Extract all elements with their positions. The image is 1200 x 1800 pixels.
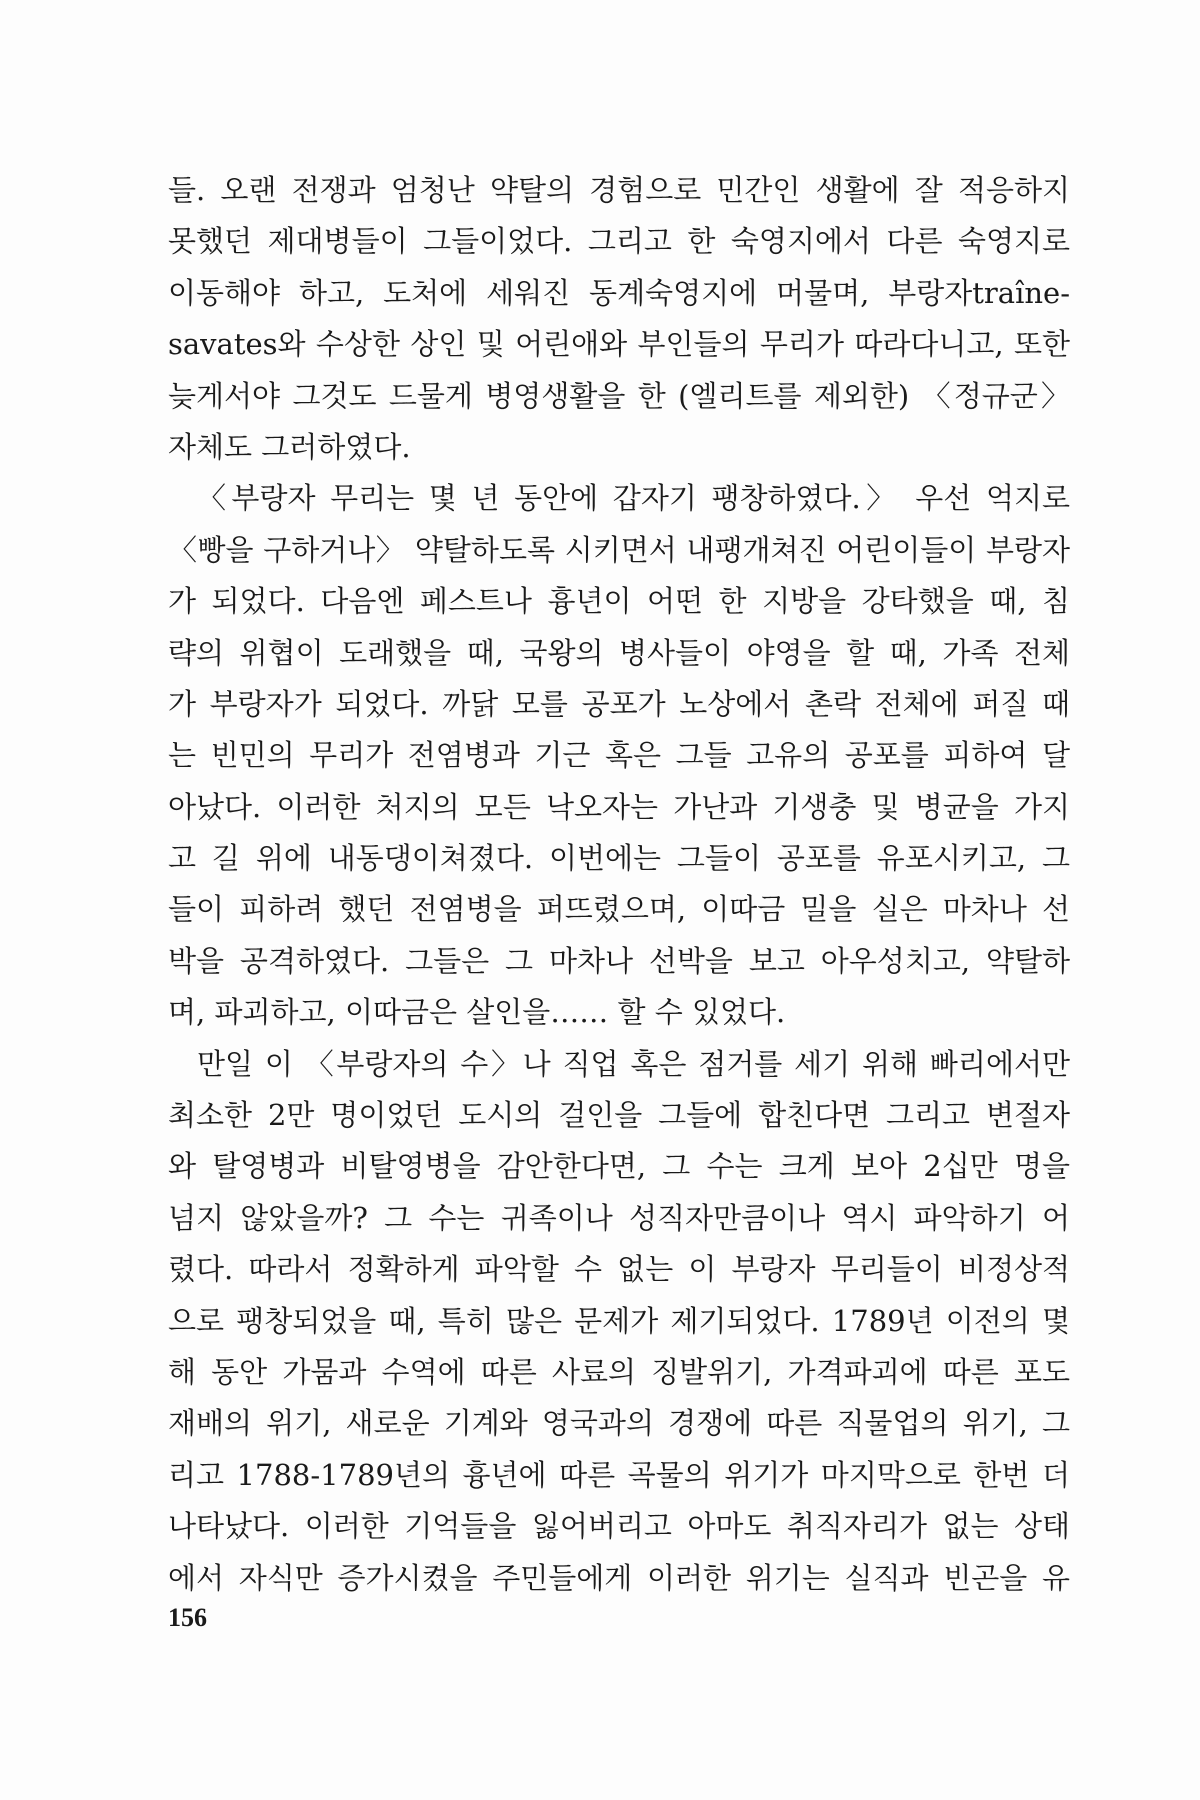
text-line: 늦게서야 그것도 드물게 병영생활을 한 (엘리트를 제외한) 〈정규군〉 xyxy=(168,378,1070,413)
text-line: 고 길 위에 내동댕이쳐졌다. 이번에는 그들이 공포를 유포시키고, 그 xyxy=(168,841,1070,876)
text-line: 재배의 위기, 새로운 기계와 영국과의 경쟁에 따른 직물업의 위기, 그 xyxy=(168,1406,1070,1441)
text-line: 며, 파괴하고, 이따금은 살인을…… 할 수 있었다. xyxy=(168,995,786,1030)
text-line: 들이 피하려 했던 전염병을 퍼뜨렸으며, 이따금 밀을 실은 마차나 선 xyxy=(168,892,1070,927)
text-line: savates와 수상한 상인 및 어린애와 부인들의 무리가 따라다니고, 또한 xyxy=(168,327,1070,362)
text-line: 자체도 그러하였다. xyxy=(168,429,411,464)
text-line: 는 빈민의 무리가 전염병과 기근 혹은 그들 고유의 공포를 피하여 달 xyxy=(168,738,1070,773)
text-line: 이동해야 하고, 도처에 세워진 동계숙영지에 머물며, 부랑자traîne- xyxy=(168,275,1070,310)
page-number: 156 xyxy=(168,1603,207,1632)
text-line: 와 탈영병과 비탈영병을 감안한다면, 그 수는 크게 보아 2십만 명을 xyxy=(168,1149,1070,1184)
text-line: 나타났다. 이러한 기억들을 잃어버리고 아마도 취직자리가 없는 상태 xyxy=(168,1509,1070,1544)
text-line: 최소한 2만 명이었던 도시의 걸인을 그들에 합친다면 그리고 변절자 xyxy=(168,1098,1070,1133)
text-line: 략의 위협이 도래했을 때, 국왕의 병사들이 야영을 할 때, 가족 전체 xyxy=(168,635,1070,670)
text-line: 박을 공격하였다. 그들은 그 마차나 선박을 보고 아우성치고, 약탈하 xyxy=(168,943,1070,978)
text-line: 만일 이 〈부랑자의 수〉나 직업 혹은 점거를 세기 위해 빠리에서만 xyxy=(197,1046,1070,1081)
text-line: 해 동안 가뭄과 수역에 따른 사료의 징발위기, 가격파괴에 따른 포도 xyxy=(168,1354,1070,1389)
text-line: 렸다. 따라서 정확하게 파악할 수 없는 이 부랑자 무리들이 비정상적 xyxy=(168,1252,1070,1287)
text-line: 으로 팽창되었을 때, 특히 많은 문제가 제기되었다. 1789년 이전의 몇 xyxy=(168,1303,1070,1338)
text-line: 들. 오랜 전쟁과 엄청난 약탈의 경험으로 민간인 생활에 잘 적응하지 xyxy=(168,173,1070,207)
text-line: 넘지 않았을까? 그 수는 귀족이나 성직자만큼이나 역시 파악하기 어 xyxy=(168,1200,1070,1235)
text-line: 못했던 제대병들이 그들이었다. 그리고 한 숙영지에서 다른 숙영지로 xyxy=(168,224,1070,259)
text-line: 리고 1788-1789년의 흉년에 따른 곡물의 위기가 마지막으로 한번 더 xyxy=(168,1457,1070,1492)
text-line: 가 되었다. 다음엔 페스트나 흉년이 어떤 한 지방을 강타했을 때, 침 xyxy=(168,584,1070,619)
text-line: 가 부랑자가 되었다. 까닭 모를 공포가 노상에서 촌락 전체에 퍼질 때 xyxy=(168,686,1070,721)
body-text xyxy=(168,165,1070,1604)
text-line: 에서 자식만 증가시켰을 주민들에게 이러한 위기는 실직과 빈곤을 유 xyxy=(168,1560,1070,1595)
text-line: 아났다. 이러한 처지의 모든 낙오자는 가난과 기생충 및 병균을 가지 xyxy=(168,789,1070,824)
text-line: 〈부랑자 무리는 몇 년 동안에 갑자기 팽창하였다.〉 우선 억지로 xyxy=(197,481,1070,516)
text-line: 〈빵을 구하거나〉 약탈하도록 시키면서 내팽개쳐진 어린이들이 부랑자 xyxy=(168,532,1070,567)
